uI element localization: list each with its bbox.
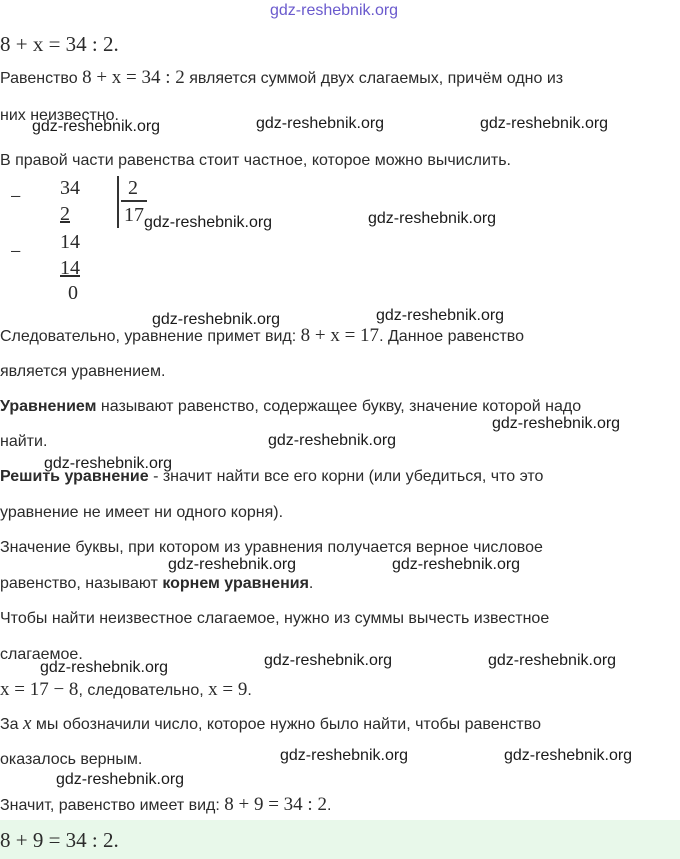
- watermark: gdz-reshebnik.org: [168, 556, 297, 573]
- equation-initial: 8 + x = 34 : 2.: [0, 32, 119, 56]
- watermark: gdz-reshebnik.org: [268, 432, 397, 449]
- watermark: gdz-reshebnik.org: [256, 115, 385, 132]
- division-divisor-line: [121, 200, 147, 202]
- p5-bold: Решить уравнение: [0, 468, 149, 485]
- division-minus-2: −: [10, 241, 22, 263]
- watermark: gdz-reshebnik.org: [376, 307, 505, 324]
- watermark: gdz-reshebnik.org: [40, 659, 169, 676]
- p9-text-after: мы обозначили число, которое нужно было найти, чтобы равенство: [31, 716, 541, 733]
- paragraph-sum-line2: них неизвестно.: [0, 107, 119, 124]
- division-step2: 14: [60, 257, 80, 279]
- p1-text-before: Равенство: [0, 70, 83, 87]
- paragraph-sum-line1: [0, 68, 563, 89]
- paragraph-result-line1: [0, 326, 524, 347]
- watermark: gdz-reshebnik.org: [488, 652, 617, 669]
- division-dividend: 34: [60, 177, 80, 199]
- division-step1: 2: [60, 203, 70, 225]
- paragraph-quotient: В правой части равенства стоит частное, которое можно вычислить.: [0, 152, 511, 169]
- p4-bold: Уравнением: [0, 398, 97, 415]
- paragraph-rule-line2: слагаемое.: [0, 646, 83, 663]
- watermark: gdz-reshebnik.org: [32, 118, 161, 135]
- p9-math: x: [23, 713, 32, 734]
- paragraph-root-line1: Значение буквы, при котором из уравнения получается верное числовое: [0, 539, 543, 556]
- paragraph-definition-line2: найти.: [0, 433, 48, 450]
- division-remainder1: 14: [60, 231, 80, 253]
- watermark: gdz-reshebnik.org: [264, 652, 393, 669]
- p8-end: .: [247, 682, 252, 699]
- watermark: gdz-reshebnik.org: [56, 771, 185, 788]
- p4-rest: называют равенство, содержащее букву, значение которой надо: [96, 398, 582, 415]
- paragraph-definition-line1: [0, 397, 581, 417]
- division-remainder2: 0: [68, 282, 78, 304]
- watermark: gdz-reshebnik.org: [392, 556, 521, 573]
- division-quotient: 17: [124, 204, 144, 226]
- watermark: gdz-reshebnik.org: [144, 214, 273, 231]
- division-vertical-line: [117, 176, 119, 228]
- watermark: gdz-reshebnik.org: [504, 747, 633, 764]
- watermark: gdz-reshebnik.org: [152, 311, 281, 328]
- paragraph-result-line2: является уравнением.: [0, 363, 166, 380]
- p8-mid: , следовательно,: [78, 682, 209, 699]
- watermark: gdz-reshebnik.org: [368, 210, 497, 227]
- p8-math2: x = 9: [208, 679, 248, 700]
- paragraph-x-line2: оказалось верным.: [0, 751, 143, 768]
- paragraph-x-line1: [0, 714, 541, 735]
- p3-math: 8 + x = 17: [300, 325, 380, 346]
- p3-text-after: . Данное равенство: [379, 328, 524, 345]
- p10-text-after: .: [326, 797, 332, 814]
- p9-text-before: За: [0, 716, 24, 733]
- p6-bold: корнем уравнения: [162, 575, 309, 592]
- top-watermark: gdz-reshebnik.org: [270, 2, 399, 19]
- p3-text-before: Следовательно, уравнение примет вид:: [0, 328, 301, 345]
- p10-text-before: Значит, равенство имеет вид:: [0, 797, 225, 814]
- watermark: gdz-reshebnik.org: [480, 115, 609, 132]
- division-divisor: 2: [128, 177, 138, 199]
- p5-rest: - значит найти все его корни (или убедиться, что это: [148, 468, 544, 485]
- watermark: gdz-reshebnik.org: [492, 415, 621, 432]
- answer-equation: 8 + 9 = 34 : 2.: [0, 828, 119, 852]
- paragraph-calculation: [0, 680, 252, 701]
- p6-text-after: .: [308, 575, 314, 592]
- watermark: gdz-reshebnik.org: [44, 455, 173, 472]
- p6-text-before: равенство, называют: [0, 575, 163, 592]
- paragraph-solve-line2: уравнение не имеет ни одного корня).: [0, 504, 284, 521]
- paragraph-root-line2: [0, 574, 313, 594]
- p10-math: 8 + 9 = 34 : 2: [224, 794, 327, 815]
- paragraph-rule-line1: Чтобы найти неизвестное слагаемое, нужно из суммы вычесть известное: [0, 610, 550, 627]
- answer-box: [0, 820, 680, 859]
- p1-math: 8 + x = 34 : 2: [82, 67, 185, 88]
- p1-text-after: является суммой двух слагаемых, причём одно из: [184, 70, 564, 87]
- division-minus-1: −: [10, 186, 22, 208]
- watermark: gdz-reshebnik.org: [280, 747, 409, 764]
- paragraph-final: [0, 795, 331, 816]
- p8-math1: x = 17 − 8: [0, 679, 79, 700]
